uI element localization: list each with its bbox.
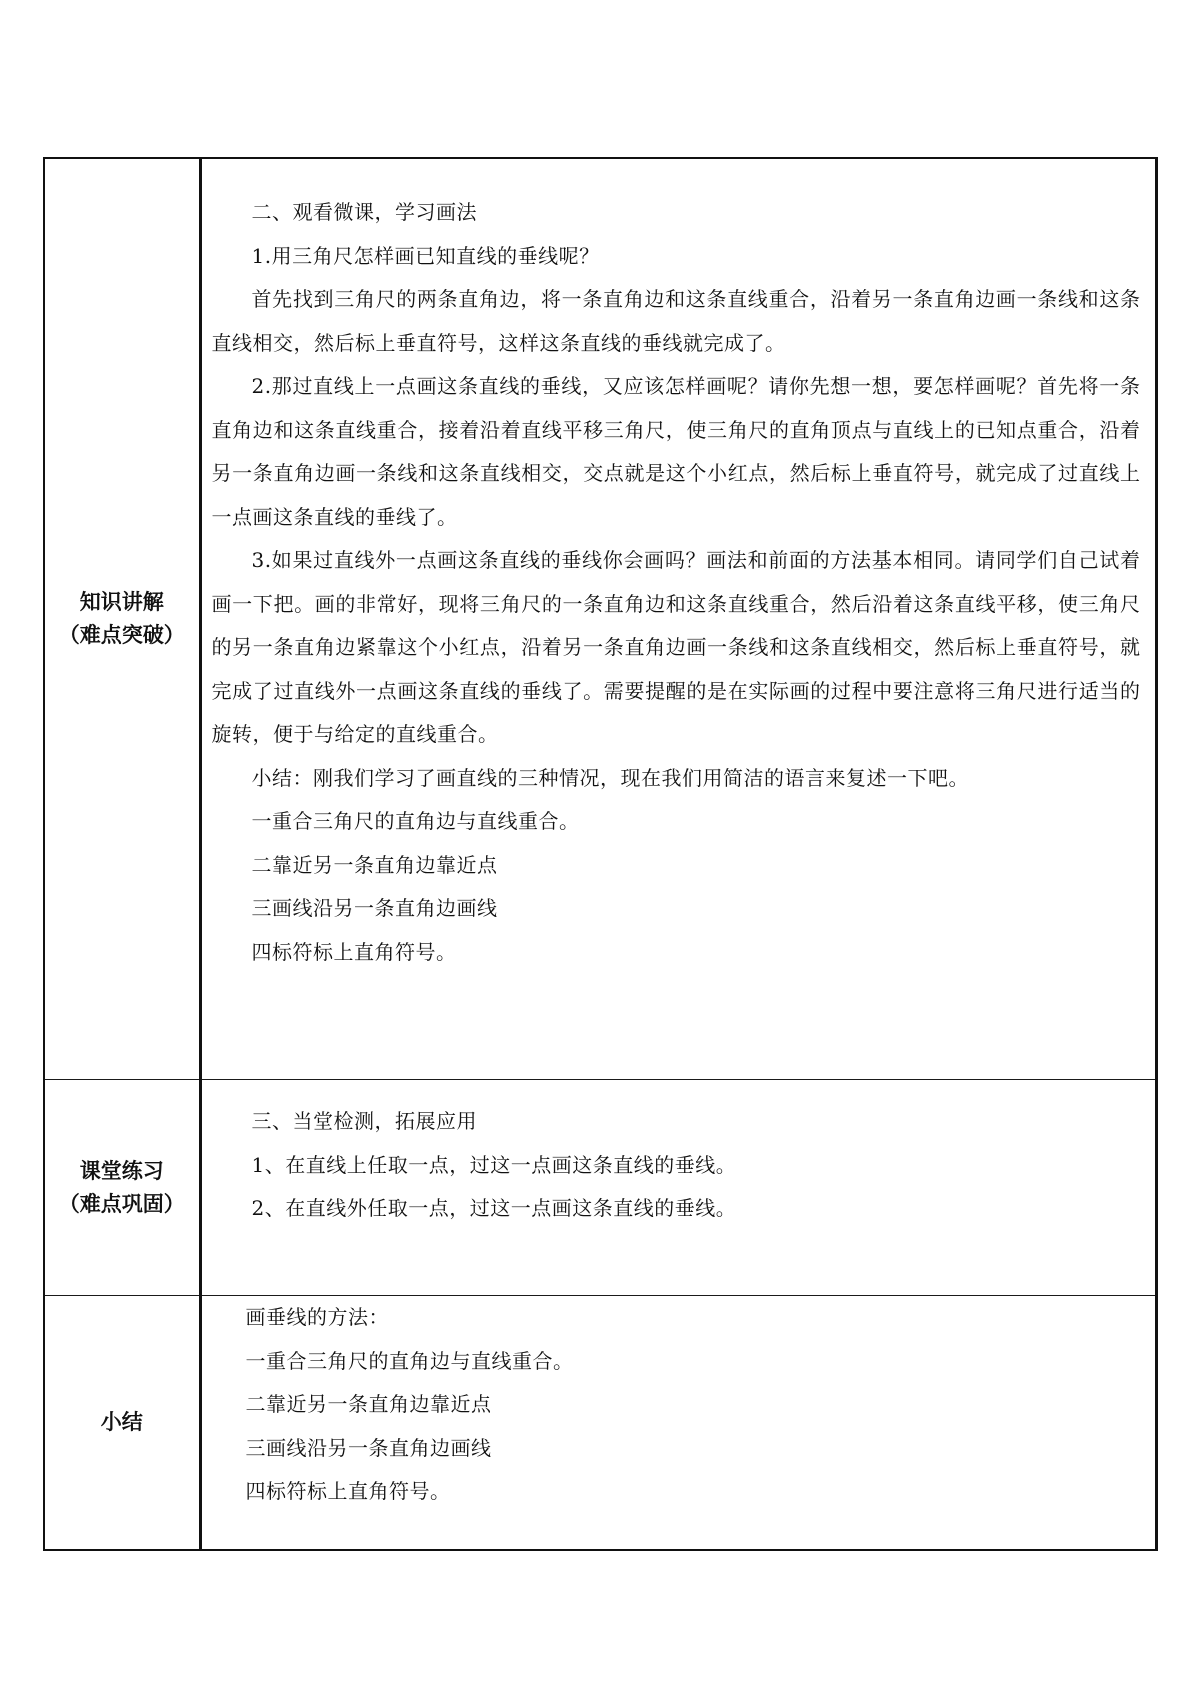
section-label-subtitle: （难点巩固） bbox=[58, 1191, 185, 1216]
content-paragraph: 1.用三角尺怎样画已知直线的垂线呢？ bbox=[251, 243, 600, 268]
content-paragraph: 3.如果过直线外一点画这条直线的垂线你会画吗？画法和前面的方法基本相同。请同学们自己试着画一下把。画的非常好，现将三角尺的一条直角边和这条直线重合，然后沿着这条直线平移，使三角尺的另一条直角边紧靠这个小红点，沿着另一条直角边画一条线和这条直线相交，然后标上垂直符号，就完成了过直线外一点画这条直线的垂线了。需要提醒的是在实际画的过程中要注意将三角尺进行适当的旋转，便于与给定的直线重合。 bbox=[211, 548, 1141, 746]
section-row-knowledge bbox=[44, 158, 1156, 1080]
lesson-table bbox=[43, 157, 1158, 1551]
section-label-subtitle: （难点突破） bbox=[58, 623, 185, 647]
step-item: 二靠近另一条直角边靠近点 bbox=[245, 1392, 492, 1416]
section-heading: 画垂线的方法： bbox=[245, 1305, 389, 1329]
summary-paragraph: 小结：刚我们学习了画直线的三种情况，现在我们用简洁的语言来复述一下吧。 bbox=[251, 765, 969, 790]
section-row-practice bbox=[44, 1080, 1156, 1296]
section-label-title: 知识讲解 bbox=[79, 590, 164, 614]
step-item: 四标符标上直角符号。 bbox=[245, 1479, 451, 1503]
section-label-cell bbox=[44, 1296, 200, 1551]
step-item: 三画线沿另一条直角边画线 bbox=[245, 1435, 492, 1460]
section-content-cell bbox=[200, 1080, 1156, 1296]
section-heading: 二、观看微课，学习画法 bbox=[251, 200, 477, 224]
content-paragraph: 首先找到三角尺的两条直角边，将一条直角边和这条直线重合，沿着另一条直角边画一条线和这条直线相交，然后标上垂直符号，这样这条直线的垂线就完成了。 bbox=[211, 287, 1141, 355]
step-item: 一重合三角尺的直角边与直线重合。 bbox=[251, 809, 580, 833]
section-content-cell bbox=[200, 158, 1156, 1080]
step-item: 三画线沿另一条直角边画线 bbox=[251, 896, 498, 920]
step-item: 四标符标上直角符号。 bbox=[251, 939, 457, 964]
exercise-item: 2、在直线外任取一点，过这一点画这条直线的垂线。 bbox=[251, 1196, 737, 1220]
step-item: 一重合三角尺的直角边与直线重合。 bbox=[245, 1348, 574, 1373]
section-label-cell bbox=[44, 1080, 200, 1296]
step-item: 二靠近另一条直角边靠近点 bbox=[251, 852, 498, 877]
section-content-cell bbox=[200, 1296, 1156, 1551]
section-heading: 三、当堂检测，拓展应用 bbox=[251, 1109, 477, 1133]
section-label-title: 课堂练习 bbox=[79, 1158, 164, 1183]
section-row-summary bbox=[44, 1296, 1156, 1551]
content-paragraph: 2.那过直线上一点画这条直线的垂线，又应该怎样画呢？请你先想一想，要怎样画呢？首先将一条直角边和这条直线重合，接着沿着直线平移三角尺，使三角尺的直角顶点与直线上的已知点重合，沿着另一条直角边画一条线和这条直线相交，交点就是这个小红点，然后标上垂直符号，就完成了过直线上一点画这条直线的垂线了。 bbox=[211, 374, 1141, 529]
exercise-item: 1、在直线上任取一点，过这一点画这条直线的垂线。 bbox=[251, 1152, 737, 1177]
section-label-title: 小结 bbox=[100, 1410, 143, 1434]
section-label-cell bbox=[44, 158, 200, 1080]
